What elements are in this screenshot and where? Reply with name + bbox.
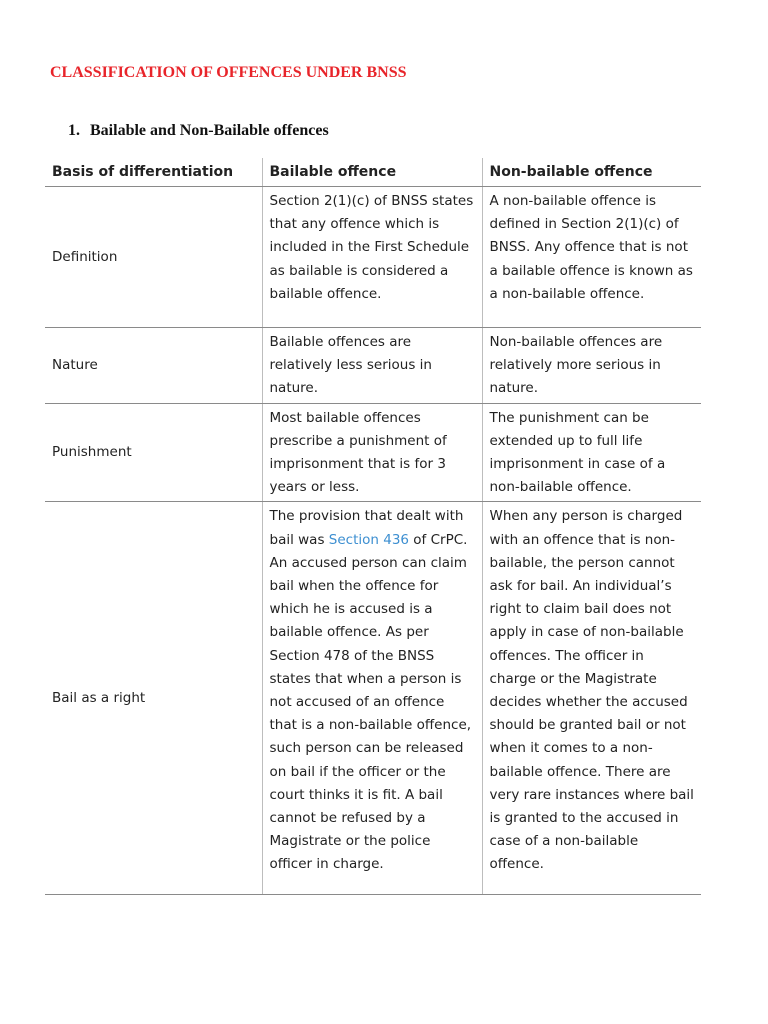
- cell-text: The provision that dealt with bail was: [269, 508, 464, 548]
- cell-non-bailable-nature: Non-bailable offences are relatively more serious in nature.: [482, 328, 701, 404]
- cell-bailable-nature: Bailable offences are relatively less serious in nature.: [262, 328, 482, 404]
- table-row: [45, 403, 701, 502]
- table-row: [45, 328, 701, 404]
- column-header-bailable: Bailable offence: [262, 158, 482, 187]
- cell-bailable-punishment: Most bailable offences prescribe a punishment of imprisonment that is for 3 years or less.: [262, 403, 482, 502]
- row-basis-punishment: Punishment: [45, 403, 262, 502]
- section-heading: [68, 122, 329, 140]
- section-heading-text: Bailable and Non-Bailable offences: [90, 122, 329, 139]
- row-basis-nature: Nature: [45, 328, 262, 404]
- page-title: CLASSIFICATION OF OFFENCES UNDER BNSS: [50, 64, 407, 81]
- offences-comparison-table: [45, 158, 701, 895]
- cell-bailable-definition: Section 2(1)(c) of BNSS states that any offence which is included in the First Schedule as bailable is considered a bailable offence.: [262, 187, 482, 328]
- table-row: [45, 502, 701, 895]
- row-basis-definition: Definition: [45, 187, 262, 328]
- section-436-link[interactable]: Section 436: [328, 531, 409, 548]
- column-header-non-bailable: Non-bailable offence: [482, 158, 701, 187]
- cell-bailable-bail-as-right: [262, 502, 482, 895]
- column-header-basis: Basis of differentiation: [45, 158, 262, 187]
- table-row: [45, 187, 701, 328]
- row-basis-bail-as-right: Bail as a right: [45, 502, 262, 895]
- section-number: 1.: [68, 122, 80, 139]
- cell-text: of CrPC. An accused person can claim bail when the offence for which he is accused is a bailable offence. As per Section 478 of the BNSS states that when a person is not accused of an offence that is a non-bailable offence, such person can be released on bail if the officer or the court thinks it is fit. A bail cannot be refused by a Magistrate or the police officer in charge.: [269, 531, 472, 873]
- table-header-row: [45, 158, 701, 187]
- cell-non-bailable-definition: A non-bailable offence is defined in Section 2(1)(c) of BNSS. Any offence that is not a bailable offence is known as a non-bailable offence.: [482, 187, 701, 328]
- cell-non-bailable-punishment: The punishment can be extended up to full life imprisonment in case of a non-bailable offence.: [482, 403, 701, 502]
- cell-non-bailable-bail-as-right: When any person is charged with an offence that is non-bailable, the person cannot ask for bail. An individual’s right to claim bail does not apply in case of non-bailable offences. The officer in charge or the Magistrate decides whether the accused should be granted bail or not when it comes to a non-bailable offence. There are very rare instances where bail is granted to the accused in case of a non-bailable offence.: [482, 502, 701, 895]
